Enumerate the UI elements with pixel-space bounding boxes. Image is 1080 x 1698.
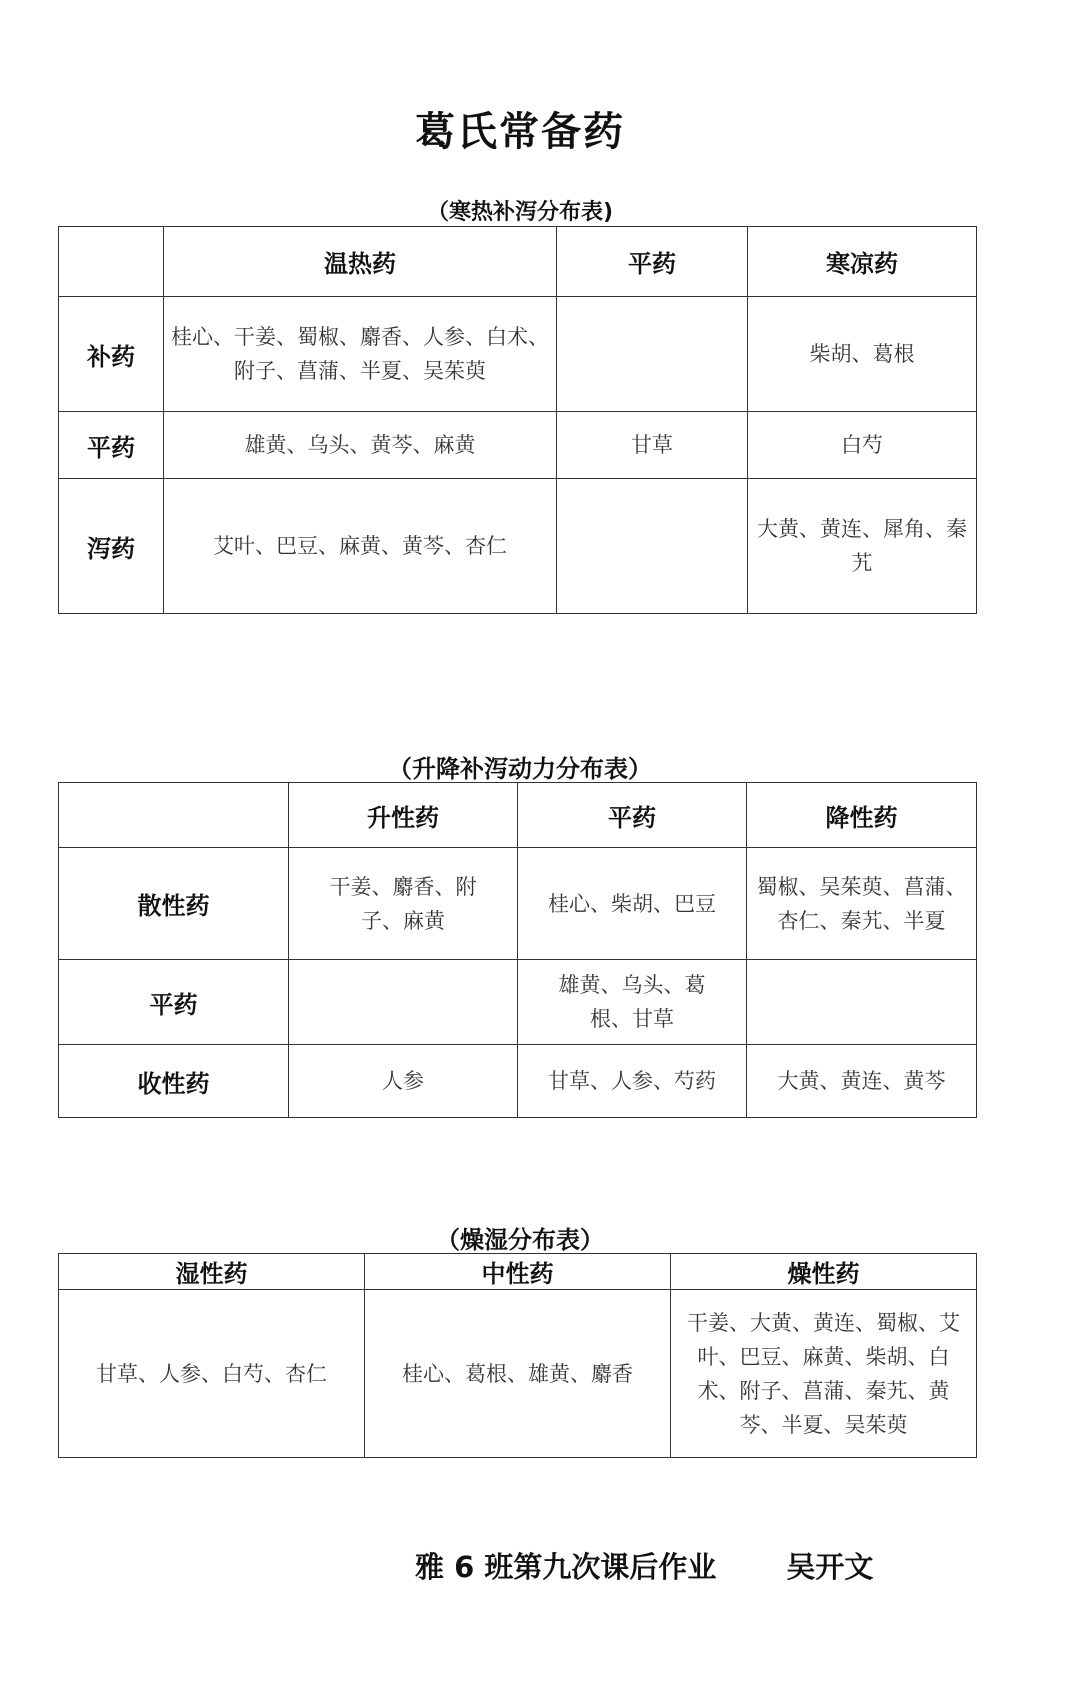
table-row [59,960,977,1045]
table1-row-label: 补药 [59,297,164,412]
table2-cell [747,960,977,1045]
table-row [59,412,977,479]
table-row [59,479,977,614]
table1-cell: 桂心、干姜、蜀椒、麝香、人参、白术、附子、菖蒲、半夏、吴茱萸 [164,297,557,412]
table2-row-label: 收性药 [59,1045,289,1118]
table1-cell: 白芍 [748,412,977,479]
table2-corner-cell [59,783,289,848]
table3-col-damp: 湿性药 [59,1254,365,1290]
table1-col-cold: 寒凉药 [748,227,977,297]
table1-col-neutral: 平药 [557,227,748,297]
table3-cell: 甘草、人参、白芍、杏仁 [59,1290,365,1458]
table2-cell: 人参 [289,1045,518,1118]
table-row [59,1045,977,1118]
table2-col-neutral: 平药 [518,783,747,848]
table-row [59,1290,977,1458]
table1-cell: 雄黄、乌头、黄芩、麻黄 [164,412,557,479]
author-name: 吴开文 [786,1550,874,1584]
table1-col-warm: 温热药 [164,227,557,297]
table1-row-label: 平药 [59,412,164,479]
table2-cell: 桂心、柴胡、巴豆 [518,848,747,960]
dry-damp-table [58,1253,977,1458]
footer [415,1545,873,1586]
table2-col-ascending: 升性药 [289,783,518,848]
table2-cell: 甘草、人参、芍药 [518,1045,747,1118]
table3-header-row [59,1254,977,1290]
table1-cell: 柴胡、葛根 [748,297,977,412]
page-title: 葛氏常备药 [415,109,625,155]
table1-cell [557,297,748,412]
table3-col-neutral: 中性药 [365,1254,671,1290]
table-row [59,297,977,412]
table1-cell: 甘草 [557,412,748,479]
table2-cell: 大黄、黄连、黄芩 [747,1045,977,1118]
table1-cell: 大黄、黄连、犀角、秦艽 [748,479,977,614]
table3-col-dry: 燥性药 [671,1254,977,1290]
homework-note: 雅 6 班第九次课后作业 [415,1550,717,1584]
table2-row-label: 散性药 [59,848,289,960]
table2-cell: 蜀椒、吴茱萸、菖蒲、杏仁、秦艽、半夏 [747,848,977,960]
table3-cell: 桂心、葛根、雄黄、麝香 [365,1290,671,1458]
table1-caption: （寒热补泻分布表) [426,200,614,225]
table2-col-descending: 降性药 [747,783,977,848]
table1-header-row [59,227,977,297]
table2-cell: 干姜、麝香、附子、麻黄 [289,848,518,960]
table2-header-row [59,783,977,848]
ascend-descend-table [58,782,977,1118]
table1-cell [557,479,748,614]
table2-cell: 雄黄、乌头、葛根、甘草 [518,960,747,1045]
table3-cell: 干姜、大黄、黄连、蜀椒、艾叶、巴豆、麻黄、柴胡、白术、附子、菖蒲、秦艽、黄芩、半夏、吴茱萸 [671,1290,977,1458]
table1-cell: 艾叶、巴豆、麻黄、黄芩、杏仁 [164,479,557,614]
table1-corner-cell [59,227,164,297]
table2-row-label: 平药 [59,960,289,1045]
cold-heat-table [58,226,977,614]
table2-caption: （升降补泻动力分布表） [388,755,652,783]
table-row [59,848,977,960]
table1-row-label: 泻药 [59,479,164,614]
table2-cell [289,960,518,1045]
table3-caption: （燥湿分布表） [436,1226,604,1254]
